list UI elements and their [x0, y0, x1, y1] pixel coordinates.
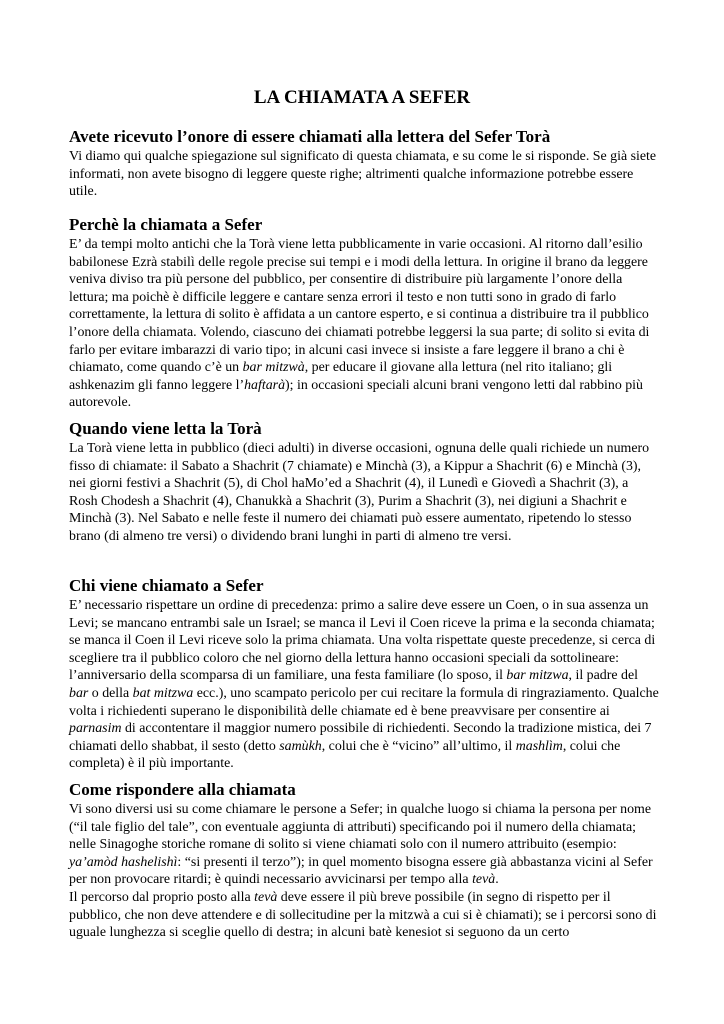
section-heading: Perchè la chiamata a Sefer [69, 215, 263, 234]
section-chi [69, 576, 659, 773]
section-onore [69, 127, 659, 201]
section-come [69, 780, 659, 942]
section-paragraph: La Torà viene letta in pubblico (dieci adulti) in diverse occasioni, ognuna delle quali richiede un numero fisso di chiamate: il Sabato a Shachrit (7 chiamate) e Minchà (3), a Kippur a Shachrit (6) e Minchà (3), nei giorni festivi a Shachrit (5), di Chol haMo’ed a Shachrit (4), il Lunedì e Giovedì a Shachrit (3), a Rosh Chodesh a Shachrit (4), Chanukkà a Shachrit (3), Purim a Shachrit (3), nei digiuni a Shachrit e Minchà (3). Nel Sabato e nelle feste il numero dei chiamati può essere aumentato, ripetendo lo stesso brano (di almeno tre versi) o dividendo brani lunghi in parti di almeno tre versi. [69, 441, 650, 544]
section-heading: Avete ricevuto l’onore di essere chiamati alla lettera del Sefer Torà [69, 127, 551, 146]
section-paragraph: E’ necessario rispettare un ordine di precedenza: primo a salire deve essere un Coen, o in sua assenza un Levi; se mancano entrambi sale un Israel; se manca il Levi il Coen riceve la prima e la seconda chiamata; se manca il Coen il Levi riceve solo la prima chiamata. Una volta rispettate queste precedenze, si cerca di scegliere tra il pubblico coloro che nel giorno della lettura hanno occasioni speciali da sottolineare: l’anniversario della scomparsa di un familiare, una festa familiare (lo sposo, il bar mitzwa, il padre del bar o della bat mitzwa ecc.), uno scampato pericolo per cui recitare la formula di ringraziamento. Qualche volta i richiedenti superano le disponibilità delle chiamate ed è bene preavvisare per consentire ai parnasim di accontentare il maggior numero possibile di richiedenti. Secondo la tradizione mistica, dei 7 chiamati dello shabbat, il sesto (detto samùkh, colui che è “vicino” all’ultimo, il mashlìm, colui che completa) è il più importante. [69, 598, 659, 772]
section-paragraph: E’ da tempi molto antichi che la Torà viene letta pubblicamente in varie occasioni. Al ritorno dall’esilio babilonese Ezrà stabilì delle regole precise sui tempi e i modi della lettura. In origine il brano da leggere veniva diviso tra più persone del pubblico, per consentire di distribuire più largamente l’onore della lettura; ma poichè è difficile leggere e cantare senza errori il testo e non tutti sono in grado di farlo correttamente, la lettura di solito è affidata a un cantore esperto, e si continua a distribuire tra il pubblico l’onore della chiamata. Volendo, ciascuno dei chiamati potrebbe leggersi la sua parte; di solito si evita di farlo per evitare imbarazzi di vario tipo; in alcuni casi invece si insiste a fare leggere il brano a chi è chiamato, come quando c’è un bar mitzwà, per educare il giovane alla lettura (nel rito italiano; gli ashkenazim gli fanno leggere l’haftarà); in occasioni speciali alcuni brani vengono letti dal rabbino più autorevole. [69, 237, 650, 411]
section-paragraph: Vi sono diversi usi su come chiamare le persone a Sefer; in qualche luogo si chiama la persona per nome (“il tale figlio del tale”, con eventuale aggiunta di attributi) specificando poi il numero della chiamata; nelle Sinagoghe storiche romane di solito si viene chiamati solo con il numero attribuito (esempio: ya’amòd hashelishì: “si presenti il terzo”); in quel momento bisogna essere già abbastanza vicini al Sefer per non provocare ritardi; è quindi necessario avvicinarsi per tempo alla tevà. [69, 802, 653, 888]
section-heading: Come rispondere alla chiamata [69, 780, 296, 799]
section-heading: Chi viene chiamato a Sefer [69, 576, 264, 595]
section-paragraph: Vi diamo qui qualche spiegazione sul significato di questa chiamata, e su come le si risponde. Se già siete informati, non avete bisogno di leggere queste righe; altrimenti qualche informazione potrebbe essere utile. [69, 149, 657, 200]
section-quando [69, 419, 659, 546]
section-heading: Quando viene letta la Torà [69, 419, 262, 438]
section-perche [69, 215, 659, 412]
page-title: LA CHIAMATA A SEFER [253, 87, 471, 108]
section-paragraph: Il percorso dal proprio posto alla tevà deve essere il più breve possibile (in segno di rispetto per il pubblico, che non deve attendere e di sollecitudine per la mitzwà a cui si è chiamati); se i percorsi sono di uguale lunghezza si sceglie quello di destra; in alcuni batè kenesiot si seguono da un certo [69, 889, 657, 941]
